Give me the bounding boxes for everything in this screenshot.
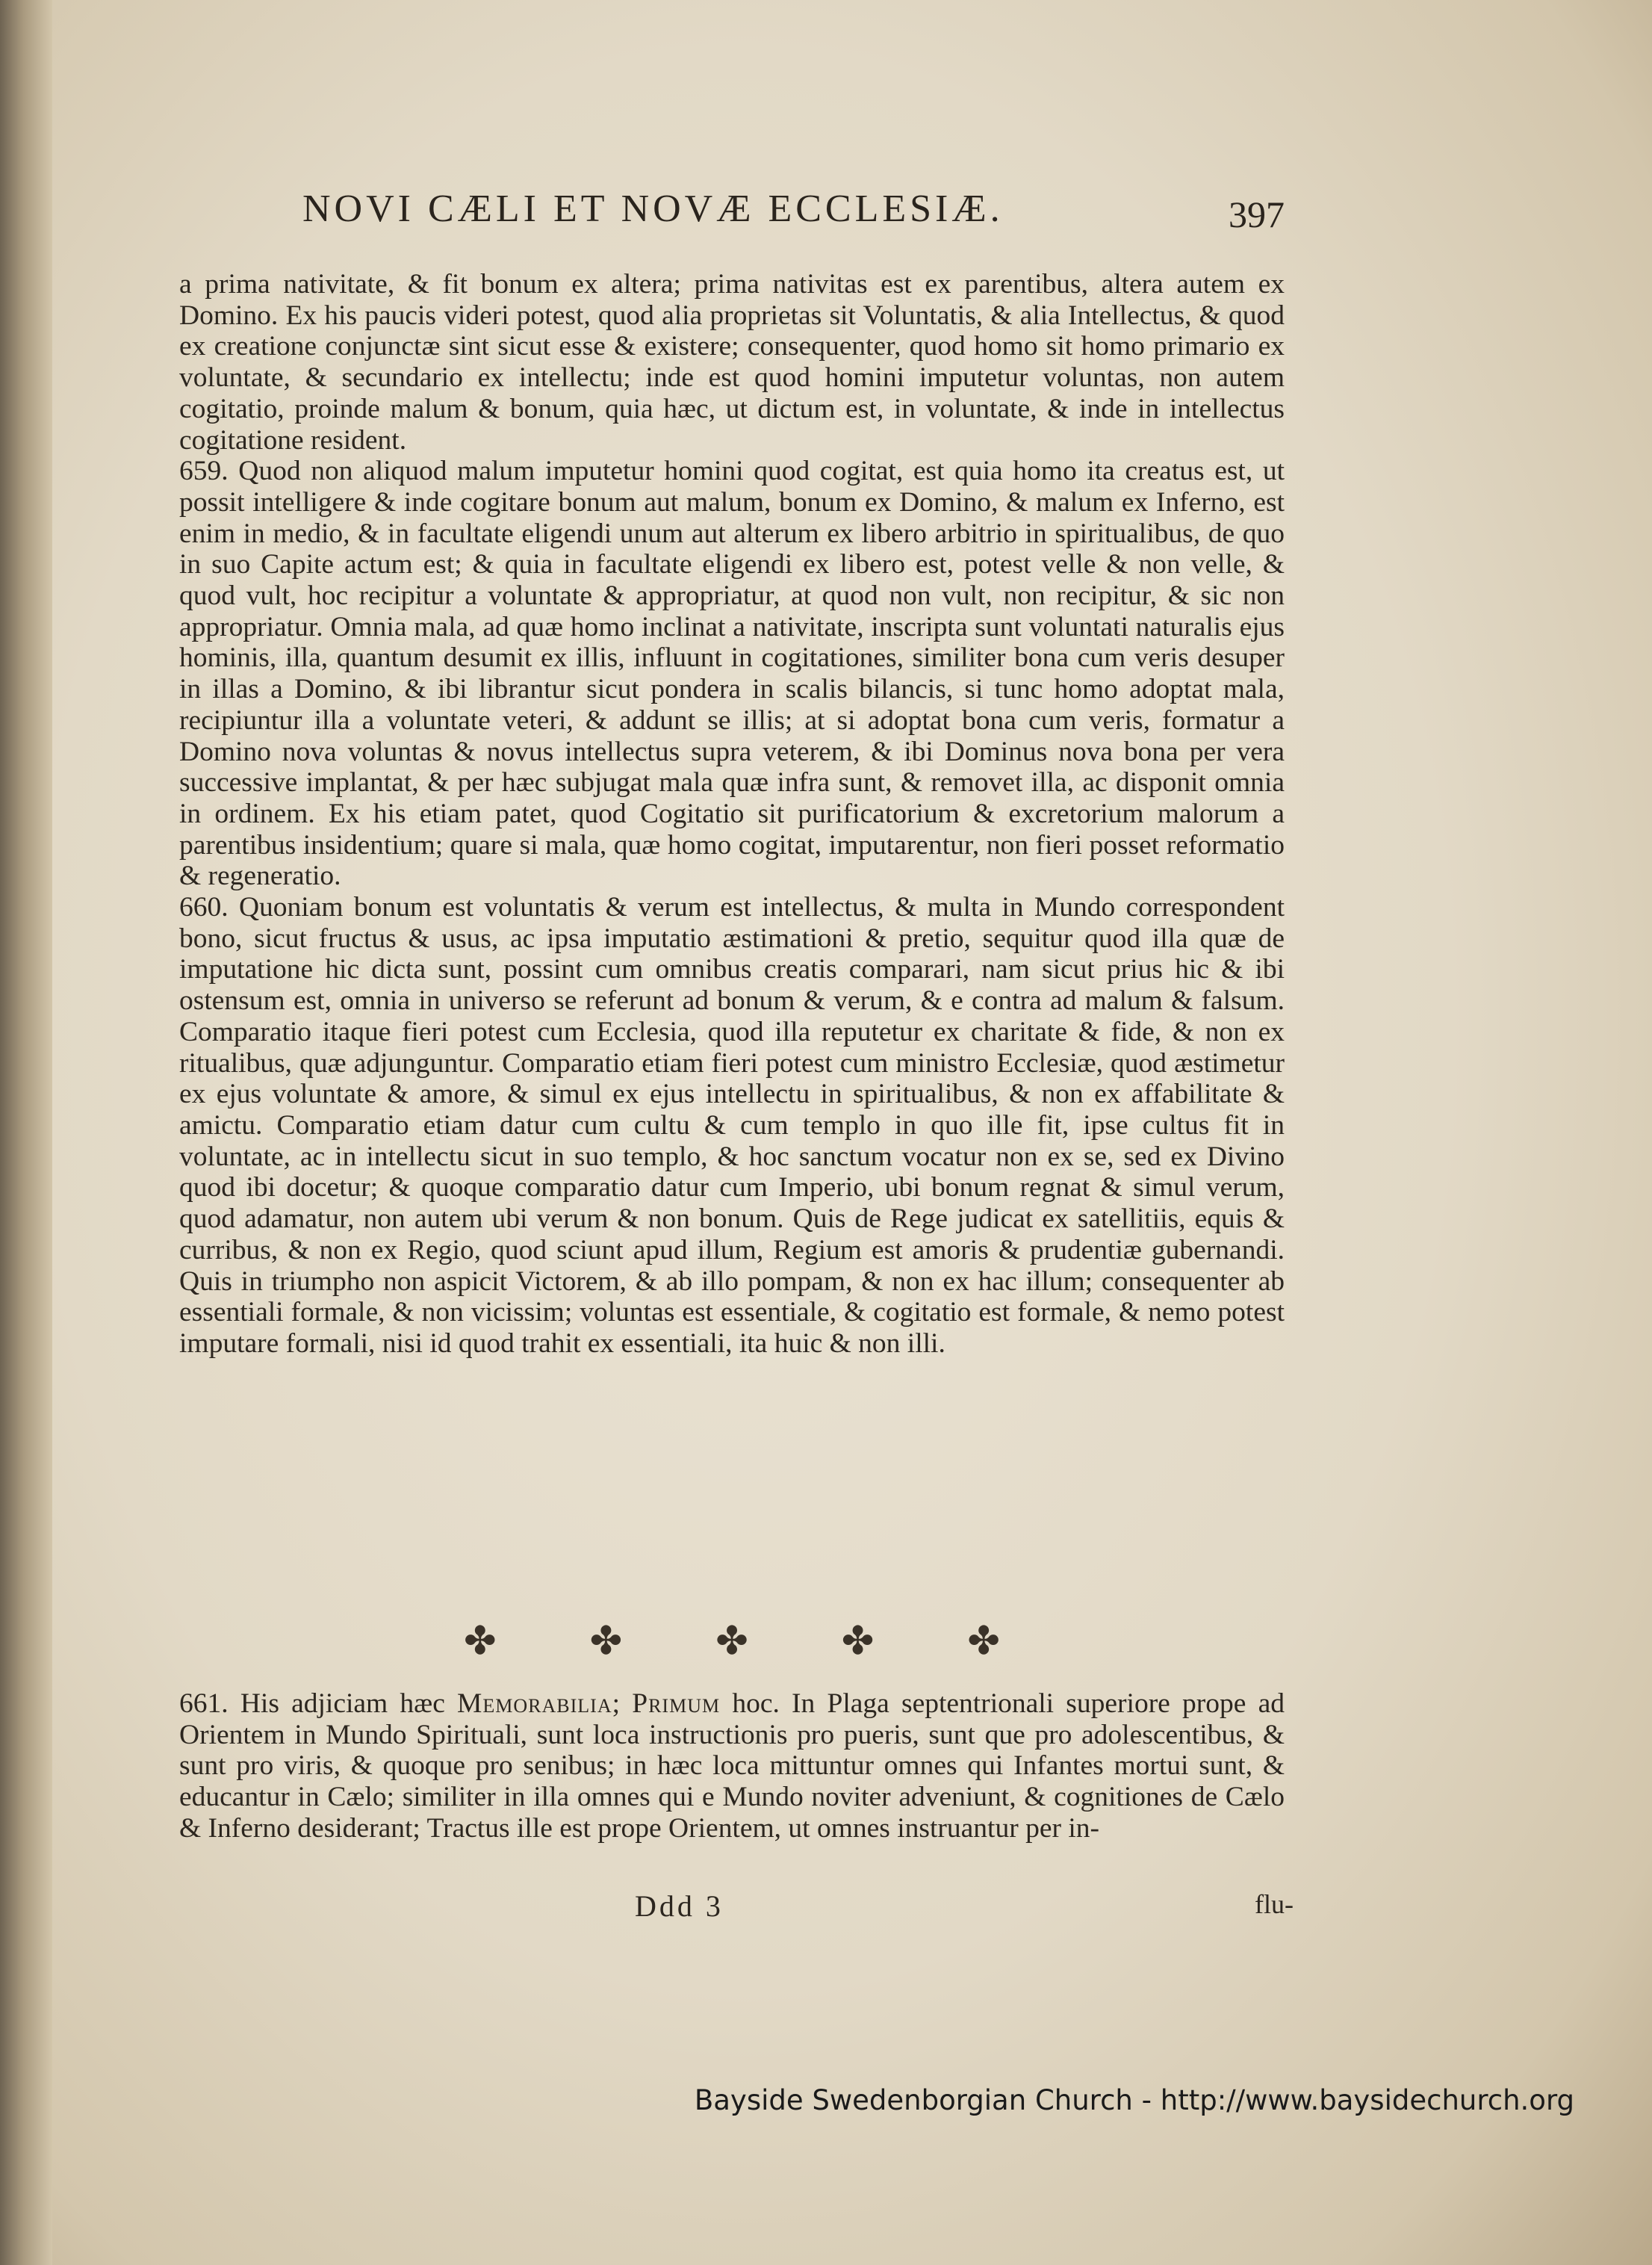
paragraph-660 [179,892,1285,1360]
fleuron-icon: ✤ [715,1620,748,1663]
paragraph-text: Quod non aliquod malum imputetur homini quod cogitat, est quia homo ita creatus est, ut possit intelligere & inde cogitare bonum aut malum, bonum ex Domino, & malum ex Inferno, est enim in medio, & in facultate eligendi unum aut alterum ex libero arbitrio in spiritualibus, de quo in suo Capite actum est; & quia in facultate eligendi ex libero est, potest velle & non velle, & quod vult, hoc recipitur a voluntate & appropriatur, at quod non vult, non recipitur, & sic non appropriatur. Omnia mala, ad quæ homo inclinat a nativitate, inscripta sunt voluntati naturalis ejus hominis, illa, quantum desumit ex illis, influunt in cogitationes, similiter bona cum veris desuper in illas a Domino, & ibi librantur sicut pondera in scalis bilancis, si tunc homo adoptat mala, recipiuntur illa a voluntate veteri, & addunt se illis; at si adoptat bona cum veris, formatur a Domino nova voluntas & novus intellectus supra veterem, & ibi Dominus nova bona per vera successive implantat, & per hæc subjugat mala quæ infra sunt, & removet illa, ac disponit omnia in ordinem. Ex his etiam patet, quod Cogitatio sit purificatorium & excretorium malorum a parentibus insidentium; quare si mala, quæ homo cogitat, imputarentur, non fieri posset reformatio & regeneratio. [179,456,1285,892]
memorabilia-text [179,1688,1285,1844]
page-number: 397 [1229,193,1285,235]
paragraph-text: a prima nativitate, & fit bonum ex altera; prima nativitas est ex parentibus, altera autem ex Domino. Ex his paucis videri potest, quod alia proprietas sit Voluntatis, & alia Intellectus, & quod ex creatione conjunctæ sint sicut esse & existere; consequenter, quod homo sit homo primario ex voluntate, & secundario ex intellectu; inde est quod homini imputetur voluntas, non autem cogitatio, proinde malum & bonum, quia hæc, ut dictum est, in voluntate, & inde in intellectus cogitatione resident. [179,269,1285,456]
fleuron-icon: ✤ [967,1620,1000,1663]
paragraph-text: Quoniam bonum est voluntatis & verum est intellectus, & multa in Mundo correspondent bono, sicut fructus & usus, ac ipsa imputatio æstimationi & pretio, sequitur quod illa quæ de imputatione hic dicta sunt, possint cum omnibus creatis comparari, nam sicut prius hic & ibi ostensum est, omnia in universo se referunt ad bonum & verum, & e contra ad malum & falsum. Comparatio itaque fieri potest cum Ecclesia, quod illa reputetur ex charitate & fide, & non ex ritualibus, quæ adjunguntur. Comparatio etiam fieri potest cum ministro Ecclesiæ, quod æstimetur ex ejus voluntate & amore, & simul ex ejus intellectu in spiritualibus, & non ex affabilitate & amictu. Comparatio etiam datur cum cultu & cum templo in quo ille fit, ipse cultus fit in voluntate, ac in intellectu sicut in suo templo, & hoc sanctum vocatur non ex se, sed ex Divino quod ibi docetur; & quoque comparatio datur cum Imperio, ubi bonum regnat & simul verum, quod adamatur, non autem ubi verum & non bonum. Quis de Rege judicat ex satellitiis, equis & curribus, & non ex Regio, quod sciunt apud illum, Regium est amoris & prudentiæ gubernandi. Quis in triumpho non aspicit Victorem, & ab illo pompam, & non ex hac illum; consequenter ab essentiali formale, & non vicissim; voluntas est essentiale, & cogitatio est formale, & nemo potest imputare formali, nisi id quod trahit ex essentiali, ita huic & non illi. [179,892,1285,1359]
ornament-row [179,1620,1285,1664]
memorabilia-heading: Memorabilia [457,1688,612,1719]
book-gutter [0,0,52,2265]
paragraph-number: 660. [179,892,229,923]
catchword: flu- [1255,1889,1294,1919]
fleuron-icon: ✤ [589,1620,623,1663]
source-credit: Bayside Swedenborgian Church - http://www.baysidechurch.org [694,2084,1574,2116]
paragraph-text: hoc. In Plaga septentrionali superiore prope ad Orientem in Mundo Spirituali, sunt loca instructionis pro pueris, sunt que pro adolescentibus, & sunt pro viris, & quoque pro senibus; in hæc loca mittuntur omnes qui Infantes mortui sunt, & educantur in Cælo; similiter in illa omnes qui e Mundo noviter adveniunt, & cognitiones de Cælo & Inferno desiderant; Tractus ille est prope Orientem, ut omnes instruantur per in- [179,1688,1285,1844]
paragraph-continued [179,269,1285,456]
paragraph-number: 661. [179,1688,229,1719]
fleuron-icon: ✤ [464,1620,497,1663]
body-text [179,269,1285,1360]
memorabilia-punct: ; [612,1688,621,1719]
running-title: NOVI CÆLI ET NOVÆ ECCLESIÆ. [302,188,1004,230]
memorabilia-primum: Primum [632,1688,721,1719]
paragraph-659 [179,456,1285,892]
memorabilia-lead: His adjiciam hæc [240,1688,445,1719]
paragraph-661 [179,1688,1285,1844]
paragraph-number: 659. [179,456,229,487]
page-header [179,187,1285,247]
signature-mark: Ddd 3 [635,1889,724,1923]
fleuron-icon: ✤ [841,1620,875,1663]
